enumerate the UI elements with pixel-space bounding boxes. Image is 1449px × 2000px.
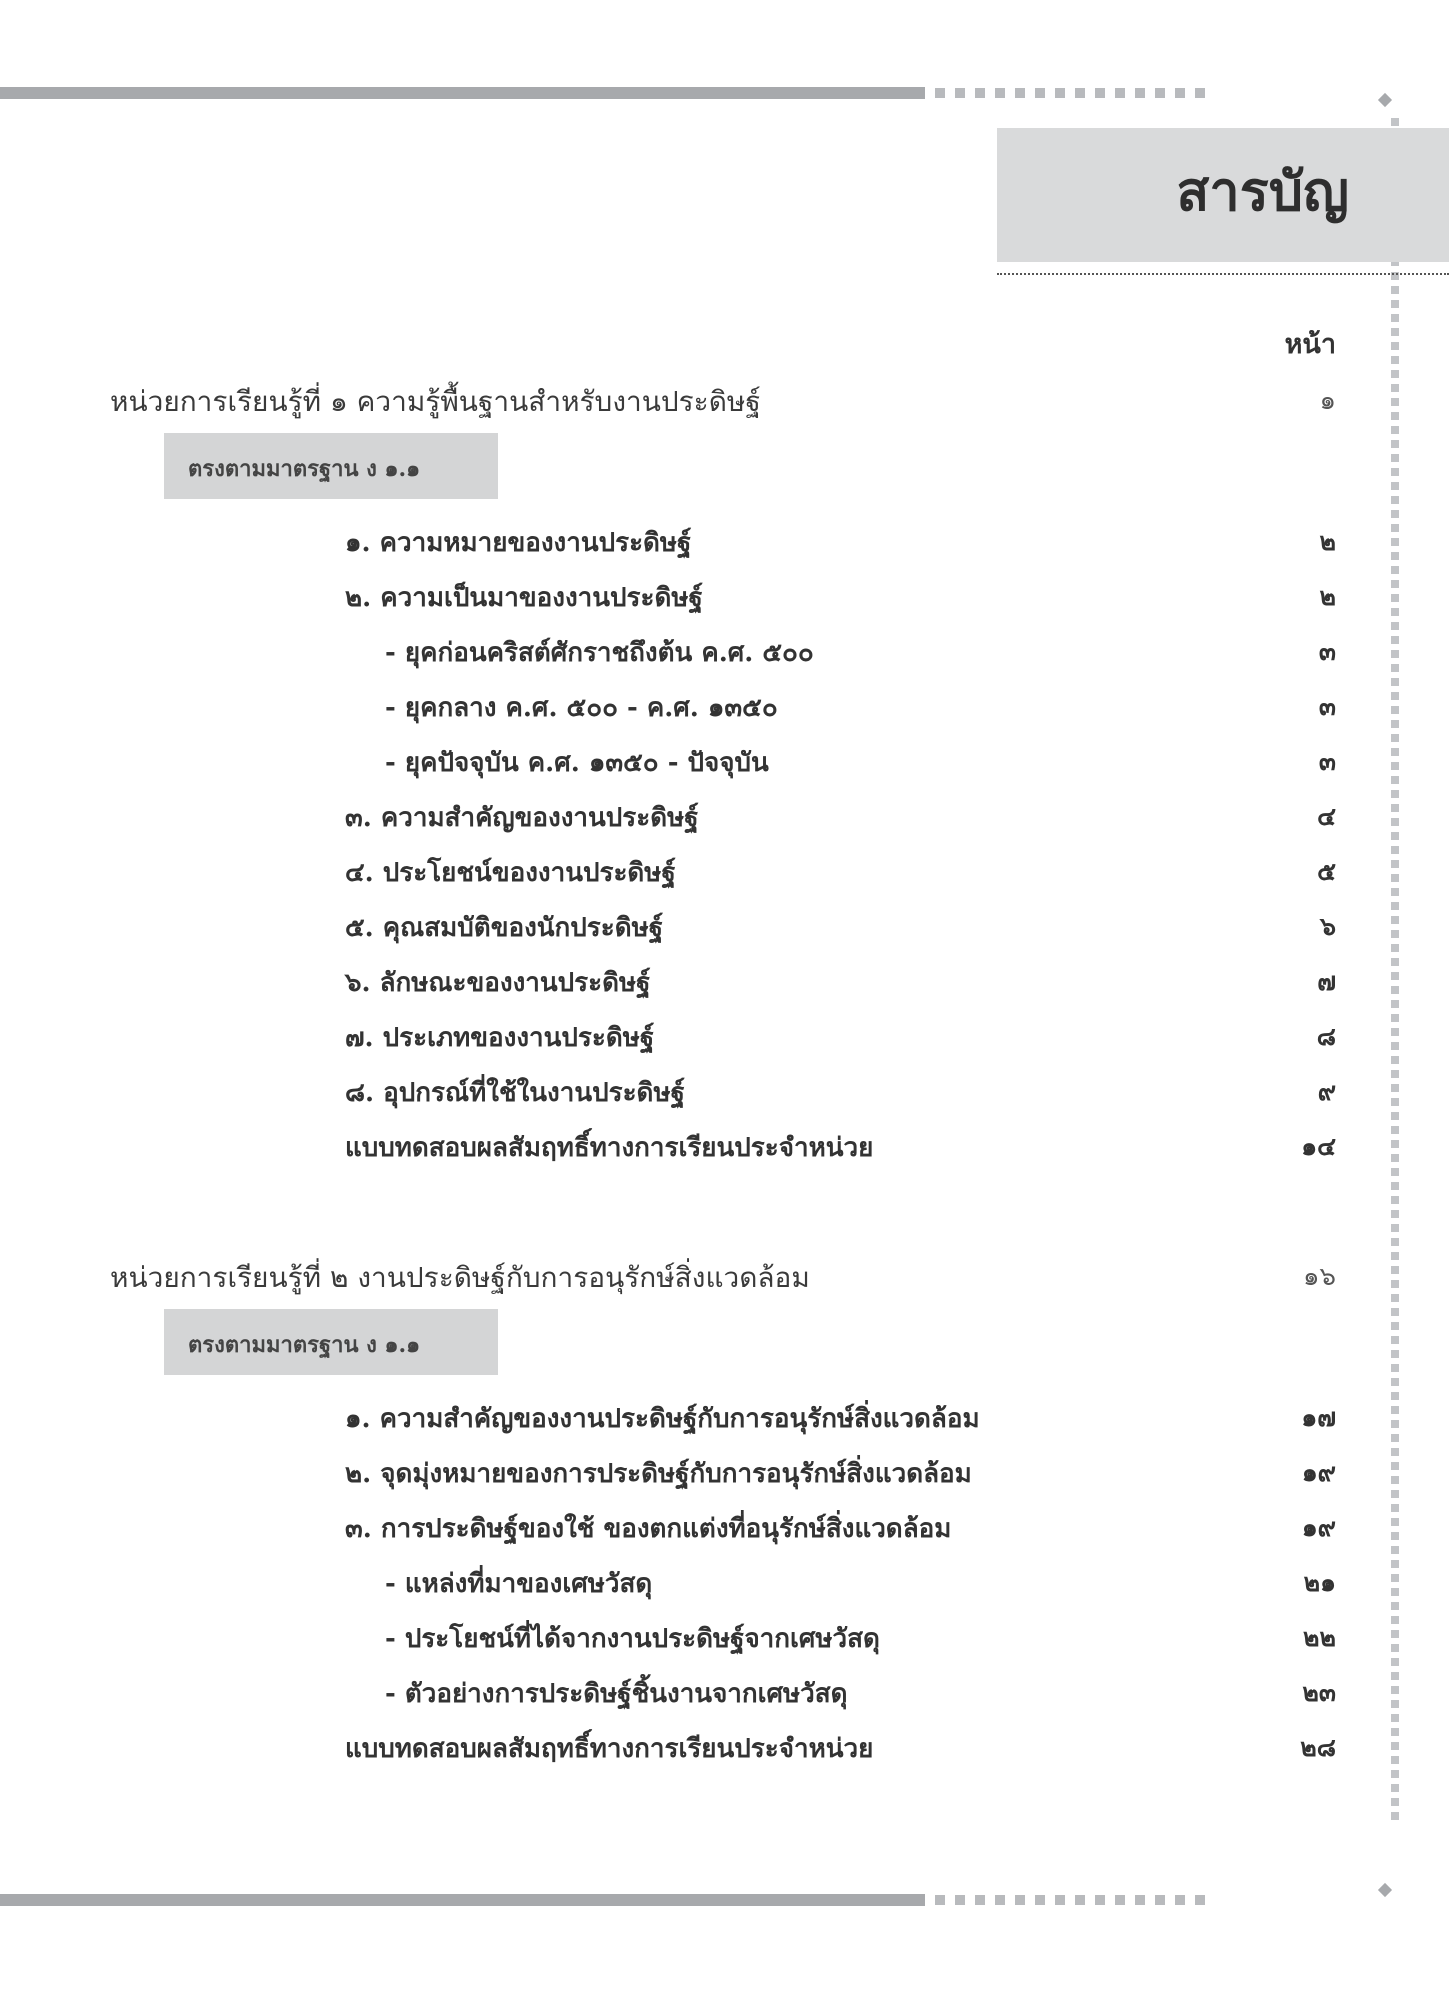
entry-title: ๒. จุดมุ่งหมายของการประดิษฐ์กับการอนุรักษ์สิ่งแวดล้อม xyxy=(345,1459,972,1489)
bottom-border-bar xyxy=(0,1894,925,1906)
title-divider xyxy=(997,273,1449,275)
entry-title: - ยุคปัจจุบัน ค.ศ. ๑๓๕๐ - ปัจจุบัน xyxy=(385,748,769,778)
page-number: ๒๒ xyxy=(1303,1623,1336,1652)
toc-entry xyxy=(0,577,1449,617)
entry-title: ๔. ประโยชน์ของงานประดิษฐ์ xyxy=(345,858,676,888)
page-number: ๑๗ xyxy=(1301,1403,1336,1432)
page-number: ๙ xyxy=(1317,1077,1336,1106)
page-number: ๓ xyxy=(1318,692,1336,721)
page-number: ๓ xyxy=(1318,747,1336,776)
toc-entry xyxy=(0,962,1449,1002)
entry-title: ๒. ความเป็นมาของงานประดิษฐ์ xyxy=(345,583,703,613)
toc-test-entry xyxy=(0,1127,1449,1167)
page-number: ๑๔ xyxy=(1301,1132,1336,1161)
entry-title: ๕. คุณสมบัติของนักประดิษฐ์ xyxy=(345,913,664,943)
entry-title: แบบทดสอบผลสัมฤทธิ์ทางการเรียนประจำหน่วย xyxy=(345,1133,874,1163)
page-number: ๑ xyxy=(1319,386,1336,416)
entry-title: ๘. อุปกรณ์ที่ใช้ในงานประดิษฐ์ xyxy=(345,1078,685,1108)
standard-badge xyxy=(164,1309,498,1375)
toc-entry xyxy=(0,1072,1449,1112)
page-column-header: หน้า xyxy=(1284,329,1336,360)
entry-title: ๑. ความหมายของงานประดิษฐ์ xyxy=(345,528,692,558)
page-number: ๔ xyxy=(1317,802,1336,831)
entry-title: ๓. ความสำคัญของงานประดิษฐ์ xyxy=(345,803,699,833)
entry-title: - ยุคก่อนคริสต์ศักราชถึงต้น ค.ศ. ๕๐๐ xyxy=(385,638,814,668)
standard-label: ตรงตามมาตรฐาน ง ๑.๑ xyxy=(188,456,421,482)
page-title: สารบัญ xyxy=(1176,160,1349,223)
page-number: ๒ xyxy=(1319,582,1336,611)
page-number: ๒๓ xyxy=(1302,1678,1336,1707)
entry-title: - ยุคกลาง ค.ศ. ๕๐๐ - ค.ศ. ๑๓๕๐ xyxy=(385,693,778,723)
toc-subentry xyxy=(0,742,1449,782)
entry-title: - ตัวอย่างการประดิษฐ์ชิ้นงานจากเศษวัสดุ xyxy=(385,1679,848,1709)
bottom-right-corner-ornament xyxy=(1378,1883,1392,1897)
unit-heading xyxy=(0,380,1449,420)
top-right-corner-ornament xyxy=(1378,93,1392,107)
toc-test-entry xyxy=(0,1728,1449,1768)
page-number: ๑๙ xyxy=(1301,1513,1336,1542)
toc-entry xyxy=(0,907,1449,947)
page-number: ๓ xyxy=(1318,637,1336,666)
entry-title: แบบทดสอบผลสัมฤทธิ์ทางการเรียนประจำหน่วย xyxy=(345,1734,874,1764)
top-border-bar xyxy=(0,87,925,99)
page-number: ๘ xyxy=(1316,1022,1336,1051)
bottom-border-dots xyxy=(935,1895,1205,1905)
page-number: ๒๘ xyxy=(1300,1733,1336,1762)
entry-title: ๓. การประดิษฐ์ของใช้ ของตกแต่งที่อนุรักษ์สิ่งแวดล้อม xyxy=(345,1514,952,1544)
toc-entry xyxy=(0,1453,1449,1493)
toc-entry xyxy=(0,1508,1449,1548)
page-number: ๗ xyxy=(1317,967,1336,996)
entry-title: ๗. ประเภทของงานประดิษฐ์ xyxy=(345,1023,655,1053)
page-number: ๖ xyxy=(1320,912,1336,941)
entry-title: - ประโยชน์ที่ได้จากงานประดิษฐ์จากเศษวัสดุ xyxy=(385,1624,880,1654)
toc-entry xyxy=(0,797,1449,837)
toc-subentry xyxy=(0,632,1449,672)
unit-title: หน่วยการเรียนรู้ที่ ๒ งานประดิษฐ์กับการอนุรักษ์สิ่งแวดล้อม xyxy=(110,1261,810,1294)
top-border-dots xyxy=(935,88,1205,98)
entry-title: - แหล่งที่มาของเศษวัสดุ xyxy=(385,1569,653,1599)
page-number: ๕ xyxy=(1317,857,1336,886)
toc-subentry xyxy=(0,1563,1449,1603)
unit-heading xyxy=(0,1256,1449,1296)
entry-title: ๖. ลักษณะของงานประดิษฐ์ xyxy=(345,968,651,998)
standard-badge xyxy=(164,433,498,499)
toc-subentry xyxy=(0,1673,1449,1713)
toc-entry xyxy=(0,1398,1449,1438)
page-number: ๑๙ xyxy=(1301,1458,1336,1487)
title-panel xyxy=(997,128,1449,262)
page-number: ๒๑ xyxy=(1303,1568,1336,1597)
toc-subentry xyxy=(0,1618,1449,1658)
toc-entry xyxy=(0,852,1449,892)
toc-entry xyxy=(0,522,1449,562)
toc-subentry xyxy=(0,687,1449,727)
standard-label: ตรงตามมาตรฐาน ง ๑.๑ xyxy=(188,1332,421,1358)
entry-title: ๑. ความสำคัญของงานประดิษฐ์กับการอนุรักษ์สิ่งแวดล้อม xyxy=(345,1404,980,1434)
unit-title: หน่วยการเรียนรู้ที่ ๑ ความรู้พื้นฐานสำหรับงานประดิษฐ์ xyxy=(110,385,761,418)
page-number: ๑๖ xyxy=(1302,1262,1336,1292)
page-number: ๒ xyxy=(1319,527,1336,556)
toc-entry xyxy=(0,1017,1449,1057)
